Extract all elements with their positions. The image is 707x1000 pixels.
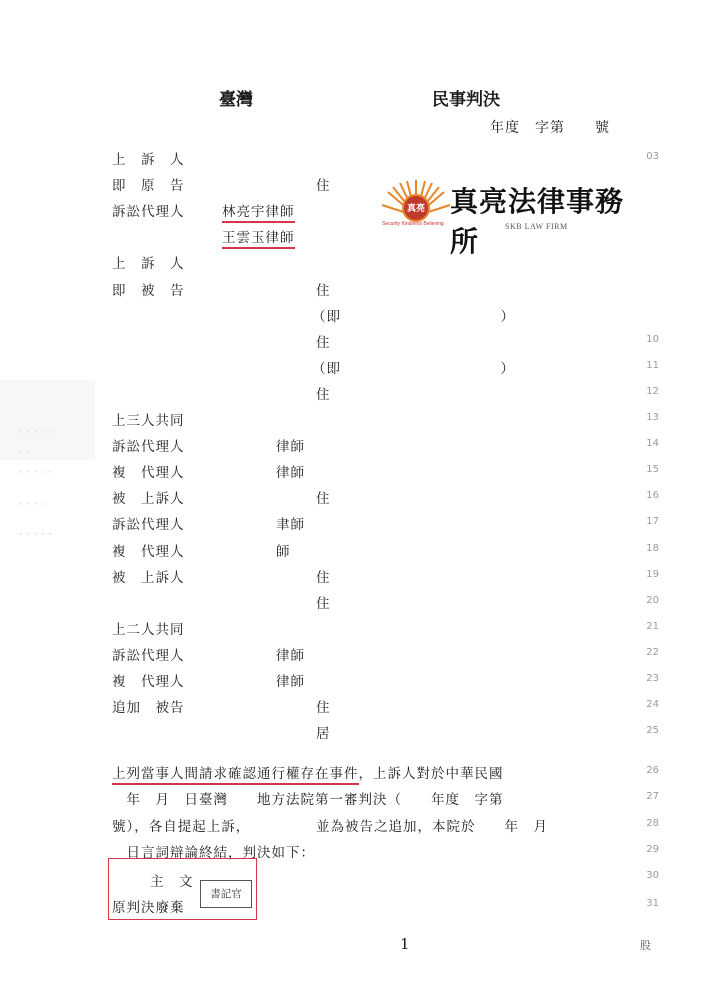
party-role-label: 上二人共同 xyxy=(112,621,185,638)
line-number: 14 xyxy=(646,438,659,450)
party-role-label: 訴訟代理人 xyxy=(112,439,185,456)
party-address-label: 住 xyxy=(316,386,331,403)
party-attorney-name: 律師 xyxy=(276,465,305,482)
body-line-2: 年 月 日臺灣 地方法院第一審判決（ 年度 字第 xyxy=(112,792,504,808)
party-attorney-name: 律師 xyxy=(276,439,305,456)
case-number-line: 年度 字第 號 xyxy=(490,120,610,136)
line-number: 27 xyxy=(646,791,659,802)
court-prefix: 臺灣 xyxy=(219,90,253,110)
emblem-text: 真亮 xyxy=(407,204,426,214)
party-attorney-name: 王雲玉律師 xyxy=(222,226,295,249)
party-address-label: 住 xyxy=(316,569,331,586)
body-line-1 xyxy=(112,762,504,782)
party-address-label: 住 xyxy=(316,178,331,195)
line-number: 13 xyxy=(646,412,659,423)
logo-tagline: Security Kindness Believing xyxy=(382,221,444,227)
party-role-label: 複 代理人 xyxy=(112,674,185,690)
party-role-label: 上 訴 人 xyxy=(112,152,185,168)
party-role-label: 被 上訴人 xyxy=(112,491,185,508)
party-role-label: 追加 被告 xyxy=(112,700,185,717)
law-firm-english-name: SKB LAW FIRM xyxy=(505,222,568,231)
page-number: 1 xyxy=(400,935,410,953)
footer-right-mark: 股 xyxy=(640,939,651,952)
line-number: 21 xyxy=(646,620,659,632)
line-number: 28 xyxy=(646,818,659,829)
line-number: 12 xyxy=(646,385,659,397)
line-number: 11 xyxy=(646,359,659,371)
party-role-label: 訴訟代理人 xyxy=(112,204,185,221)
party-attorney-name: 聿師 xyxy=(276,517,305,534)
line-number: 19 xyxy=(646,568,659,580)
body-line-4: 日言詞辯論終結，判決如下： xyxy=(112,845,315,861)
line-number: 30 xyxy=(646,870,659,881)
line-number: 10 xyxy=(646,333,659,345)
line-number: 29 xyxy=(646,844,659,855)
party-attorney-name: 林亮宇律師 xyxy=(222,200,295,223)
line-number: 25 xyxy=(646,725,659,737)
document-type: 民事判決 xyxy=(432,90,500,110)
line-number: 03 xyxy=(646,151,659,162)
line-number: 16 xyxy=(646,490,659,502)
party-address-label: 住 xyxy=(316,491,331,508)
party-role-label: 上三人共同 xyxy=(112,413,185,429)
main-text-heading: 主 文 xyxy=(150,874,194,890)
party-address-label: 住 xyxy=(316,700,331,717)
party-address-label: 住 xyxy=(316,595,331,612)
party-attorney-name: 師 xyxy=(276,543,291,560)
scan-artifact xyxy=(0,380,95,460)
party-role-label: 被 上訴人 xyxy=(112,569,185,586)
body-line-1-rest: ，上訴人對於中華民國 xyxy=(358,766,504,782)
party-role-label: 即 被 告 xyxy=(112,282,185,299)
line-number: 22 xyxy=(646,646,659,658)
party-role-label: 上 訴 人 xyxy=(112,256,185,273)
line-number: 18 xyxy=(646,542,659,554)
party-role-label: 複 代理人 xyxy=(112,465,185,482)
law-firm-name: 真亮法律事務所 xyxy=(450,185,625,258)
case-subject-underlined: 上列當事人間請求確認通行權存在事件 xyxy=(112,766,359,785)
party-address-label: 住 xyxy=(316,334,331,351)
scan-dots: ····· xyxy=(18,530,56,540)
scan-dots: ····· xyxy=(18,428,56,438)
line-number: 23 xyxy=(646,673,659,684)
scan-dots: ···· xyxy=(18,500,48,510)
line-number: 31 xyxy=(646,898,659,909)
party-address-label: 居 xyxy=(316,726,331,743)
party-role-label: 訴訟代理人 xyxy=(112,517,185,534)
party-attorney-name: 律師 xyxy=(276,674,305,690)
party-alias: （即 ） xyxy=(312,308,515,325)
line-number: 20 xyxy=(646,594,659,606)
party-role-label: 複 代理人 xyxy=(112,543,185,560)
scan-dots: ····· xyxy=(18,468,56,478)
main-text-ruling: 原判決廢棄 xyxy=(112,900,185,916)
line-number: 17 xyxy=(646,516,659,528)
party-alias: （即 ） xyxy=(312,360,515,377)
line-number: 15 xyxy=(646,464,659,476)
scan-dots: ·· xyxy=(18,448,33,458)
line-number: 26 xyxy=(646,765,659,776)
party-role-label: 訴訟代理人 xyxy=(112,647,185,664)
body-line-3: 號），各自提起上訴， 並為被告之追加，本院於 年 月 xyxy=(112,819,548,835)
clerk-seal-stamp: 書記官 xyxy=(200,880,252,908)
law-firm-logo xyxy=(380,178,630,258)
party-address-label: 住 xyxy=(316,282,331,299)
line-number: 24 xyxy=(646,699,659,711)
party-attorney-name: 律師 xyxy=(276,647,305,664)
party-role-label: 即 原 告 xyxy=(112,178,185,195)
